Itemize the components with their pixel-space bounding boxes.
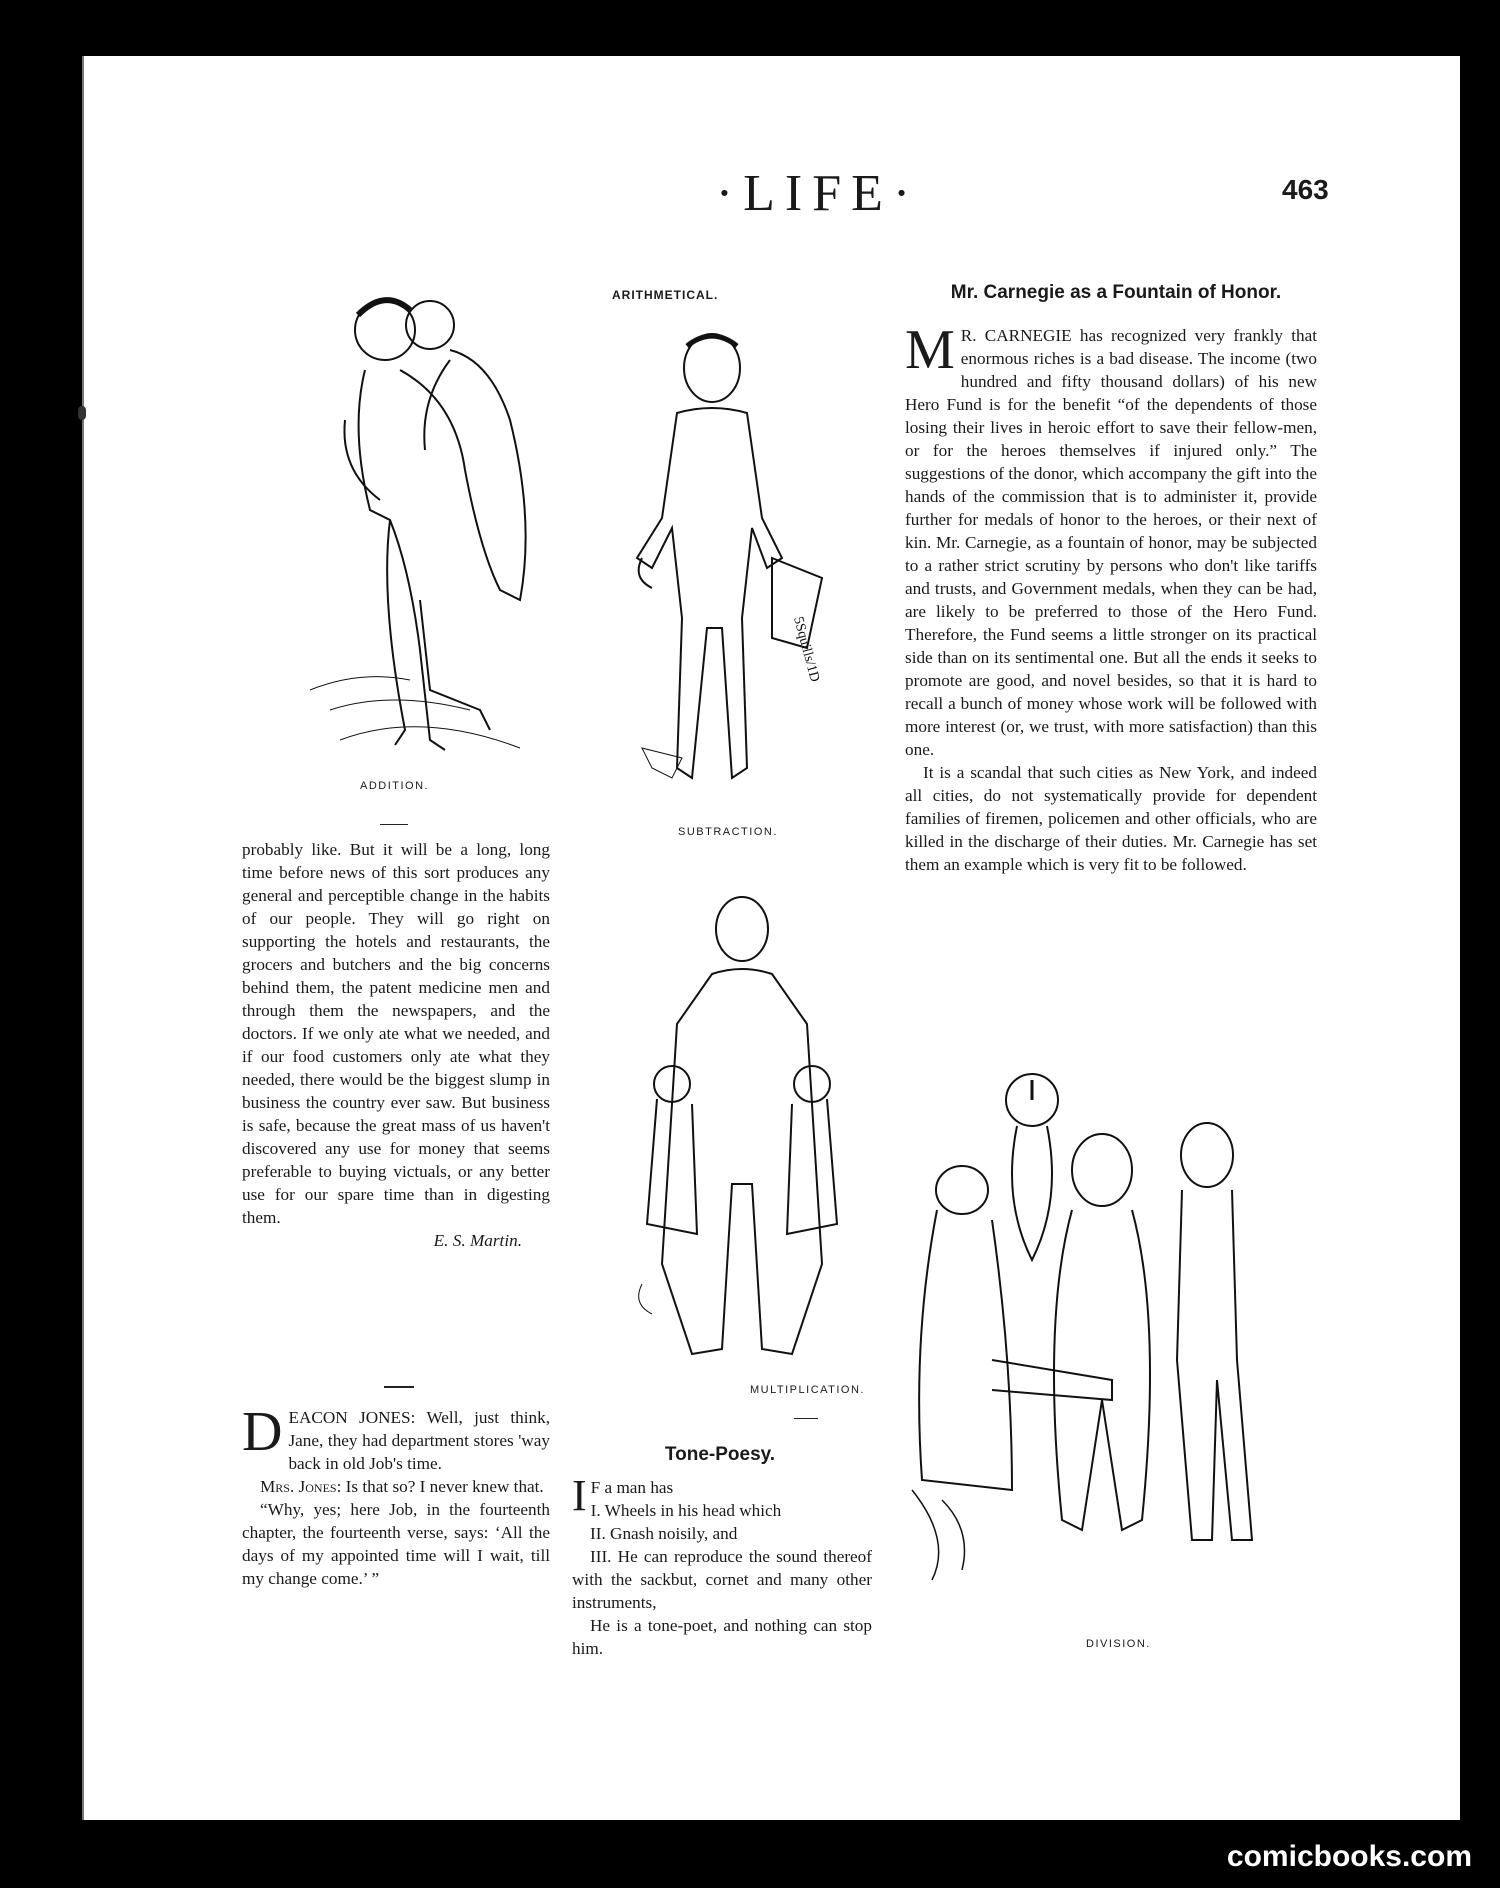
multiplication-illustration xyxy=(612,884,872,1364)
carnegie-dropcap: M xyxy=(905,319,955,381)
binding-mark xyxy=(78,406,86,420)
masthead-title: ·LIFE· xyxy=(715,165,921,222)
deacon-line-3: “Why, yes; here Job, in the fourteenth chapter, the fourteenth verse, says: ‘All the days of my appointed time will I wait, till my change come.’ ” xyxy=(242,1500,550,1588)
deacon-jones-joke xyxy=(242,1401,550,1590)
magazine-page xyxy=(82,56,1460,1820)
addition-caption: ADDITION. xyxy=(360,780,430,792)
carnegie-paragraph-2: It is a scandal that such cities as New York, and indeed all cities, do not systematically provide for dependent families of firemen, policemen and other officials, who are killed in the discharge of their duties. Mr. Carnegie has set them an example which is very fit to be followed. xyxy=(905,763,1317,874)
division-caption: DIVISION. xyxy=(1086,1638,1151,1650)
multiplication-caption: MULTIPLICATION. xyxy=(750,1384,865,1396)
page-spine xyxy=(82,56,84,1820)
martin-article-end: probably like. But it will be a long, long time before news of this sort produces any general and perceptible change in the habits of our people. They will go right on supporting the hotels and restaurants, the grocers and butchers and the big concerns behind them, the patent medicine men and through them the newspapers, and the doctors. If we only ate what we needed, and if our food customers only ate what they needed, there would be the biggest slump in business the country ever saw. But business is safe, because the great mass of us haven't discovered any use for money that seems preferable to buying victuals, or any better use for our spare time than in digesting them. xyxy=(242,840,550,1227)
addition-illustration xyxy=(270,270,600,770)
multiplication-rule xyxy=(794,1418,818,1419)
tone-poesy-line-5: He is a tone-poet, and nothing can stop him. xyxy=(572,1616,872,1658)
mrs-jones-speaker: Mrs. Jones xyxy=(260,1477,337,1496)
tone-poesy-line-1: F a man has xyxy=(590,1478,674,1497)
tone-poesy-line-4: III. He can reproduce the sound thereof with the sackbut, cornet and many other instruments, xyxy=(572,1547,872,1612)
deacon-line-2: : Is that so? I never knew that. xyxy=(336,1477,544,1496)
tone-poesy-dropcap: I xyxy=(572,1471,587,1520)
deacon-line-1: EACON JONES: Well, just think, Jane, they had department stores 'way back in old Job's time. xyxy=(288,1408,550,1473)
tone-poesy-line-3: II. Gnash noisily, and xyxy=(590,1524,738,1543)
addition-rule xyxy=(380,824,408,825)
carnegie-article xyxy=(905,319,1317,876)
carnegie-heading: Mr. Carnegie as a Fountain of Honor. xyxy=(950,282,1282,303)
subtraction-illustration xyxy=(582,318,852,798)
cartoon-series-title: ARITHMETICAL. xyxy=(612,288,719,302)
subtraction-caption: SUBTRACTION. xyxy=(678,826,778,838)
paper-scrawl: 5Squills/1D xyxy=(790,615,822,684)
author-signature: E. S. Martin. xyxy=(433,1231,522,1250)
tone-poesy-heading: Tone-Poesy. xyxy=(664,1444,776,1465)
division-illustration xyxy=(892,1060,1312,1620)
left-column xyxy=(242,838,550,1252)
page-number: 463 xyxy=(1282,174,1329,205)
deacon-dropcap: D xyxy=(242,1401,283,1463)
tone-poesy-line-2: I. Wheels in his head which xyxy=(590,1501,782,1520)
carnegie-paragraph-1: R. CARNEGIE has recognized very frankly that enormous riches is a bad disease. The income (two hundred and fifty thousand dollars) of his new Hero Fund is for the benefit “of the dependents of those losing their lives in heroic effort to save their fellow-men, or for the heroes themselves if injured only.” The suggestions of the donor, which accompany the gift into the hands of the commission that is to administer it, provide further for medals of honor to the heroes, or their next of kin. Mr. Carnegie, as a fountain of honor, may be subjected to a rather strict scrutiny by persons who don't like tariffs and trusts, and Government medals, when they can be had, are likely to be preferred to those of the Hero Fund. Therefore, the Fund seems a little stronger on its practical side than on its sentimental one. But all the ends it seeks to promote are good, and novel besides, so that it is hard to recall a bunch of money whose work will be followed with more interest (or, we trust, with more satisfaction) than this one. xyxy=(905,326,1317,759)
watermark: comicbooks.com xyxy=(1226,1840,1472,1873)
tone-poesy-poem xyxy=(572,1471,872,1660)
left-column-rule xyxy=(384,1386,414,1388)
